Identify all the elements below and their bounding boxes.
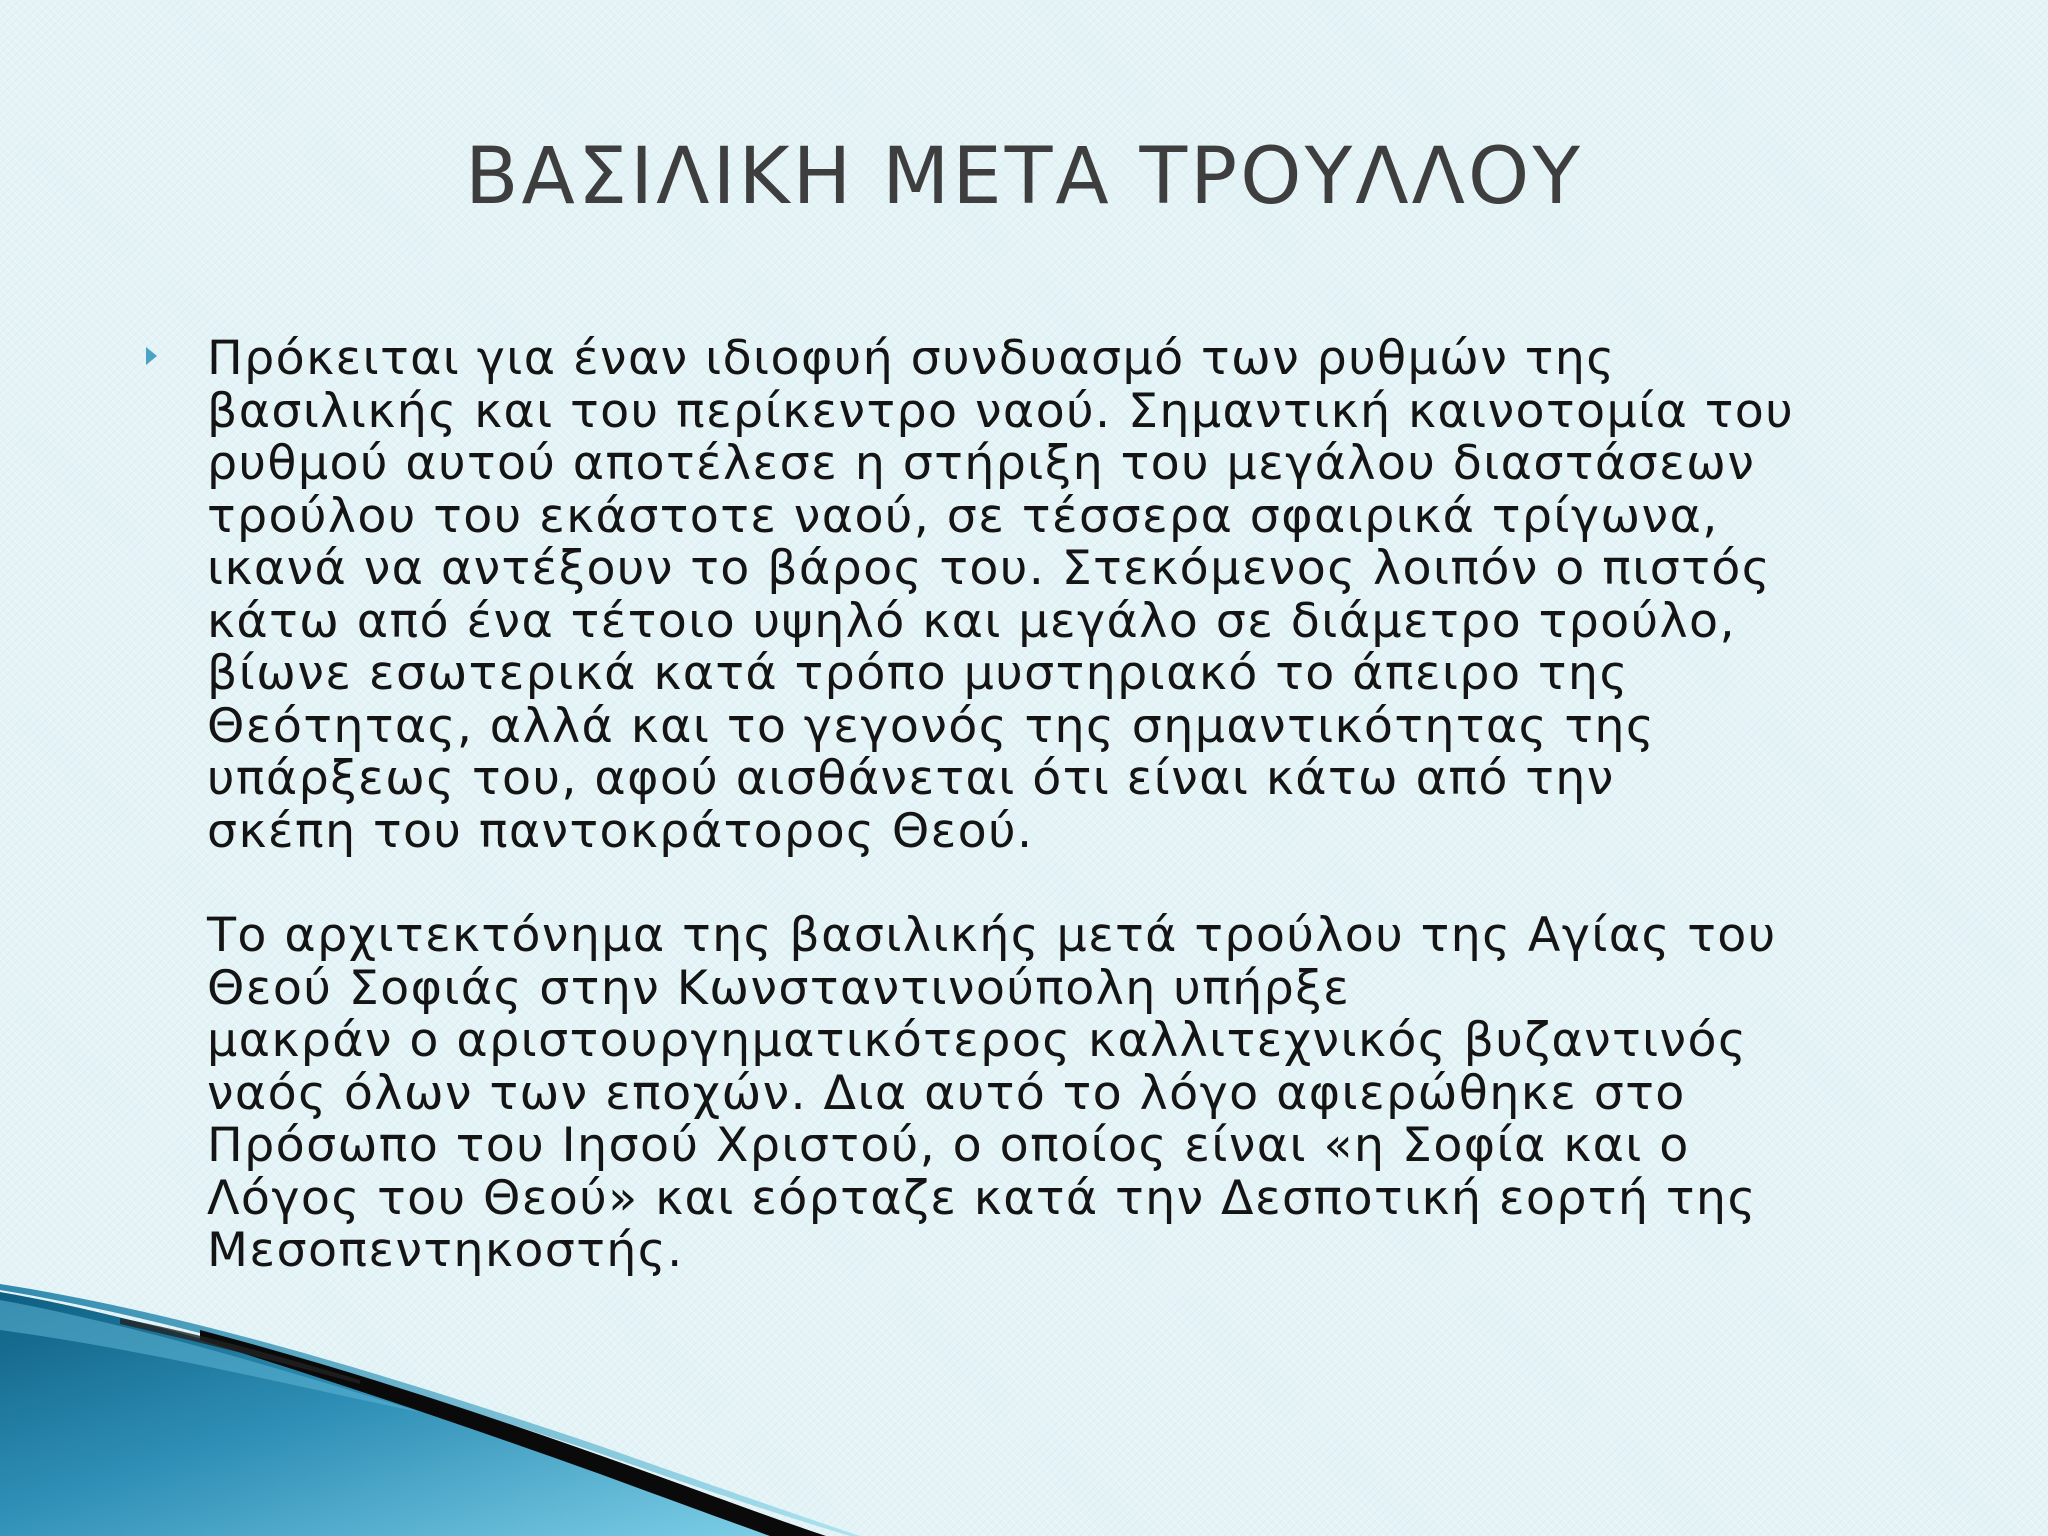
text-line: Μεσοπεντηκοστής. [207,1223,684,1278]
text-line: σκέπη του παντοκράτορος Θεού. [207,803,1034,859]
text-line: Πρόσωπο του Ιησού Χριστού, ο οποίος είναι «η Σοφία και ο [207,1118,1690,1173]
paragraph-2 [207,910,1947,1278]
text-line: κάτω από ένα τέτοιο υψηλό και μεγάλο σε διάμετρο τρούλο, [207,593,1736,649]
paragraph-1 [207,333,1947,858]
text-line: βίωνε εσωτερικά κατά τρόπο μυστηριακό το άπειρο της [207,646,1629,701]
body-text [207,333,1947,1278]
text-line: Πρόκειται για έναν ιδιοφυή συνδυασμό των ρυθμών της [207,331,1616,386]
paragraph-spacer [207,858,1947,910]
triangle-bullet-icon [146,347,157,365]
text-line: Λόγος του Θεού» και εόρταζε κατά την Δεσποτική εορτή της [207,1170,1757,1226]
text-line: τρούλου του εκάστοτε ναού, σε τέσσερα σφαιρικά τρίγωνα, [207,488,1719,544]
text-line: βασιλικής και του περίκεντρο ναού. Σημαντική καινοτομία του [207,383,1795,439]
text-line: μακράν ο αριστουργηματικότερος καλλιτεχνικός βυζαντινός [207,1013,1748,1068]
text-line: Θεότητας, αλλά και το γεγονός της σημαντικότητας της [207,698,1656,754]
text-line: ρυθμού αυτού αποτέλεσε η στήριξη του μεγάλου διαστάσεων [207,436,1756,491]
text-line: υπάρξεως του, αφού αισθάνεται ότι είναι κάτω από την [207,751,1615,806]
text-line: ικανά να αντέξουν το βάρος του. Στεκόμενος λοιπόν ο πιστός [207,541,1771,596]
text-line: ναός όλων των εποχών. Δια αυτό το λόγο αφιερώθηκε στο [207,1065,1686,1121]
slide-title: ΒΑΣΙΛΙΚΗ ΜΕΤΑ ΤΡΟΥΛΛΟΥ [465,132,1583,222]
text-line: Θεού Σοφιάς στην Κωνσταντινούπολη υπήρξε [207,960,1351,1016]
text-line: Το αρχιτεκτόνημα της βασιλικής μετά τρούλου της Αγίας του [207,908,1777,963]
